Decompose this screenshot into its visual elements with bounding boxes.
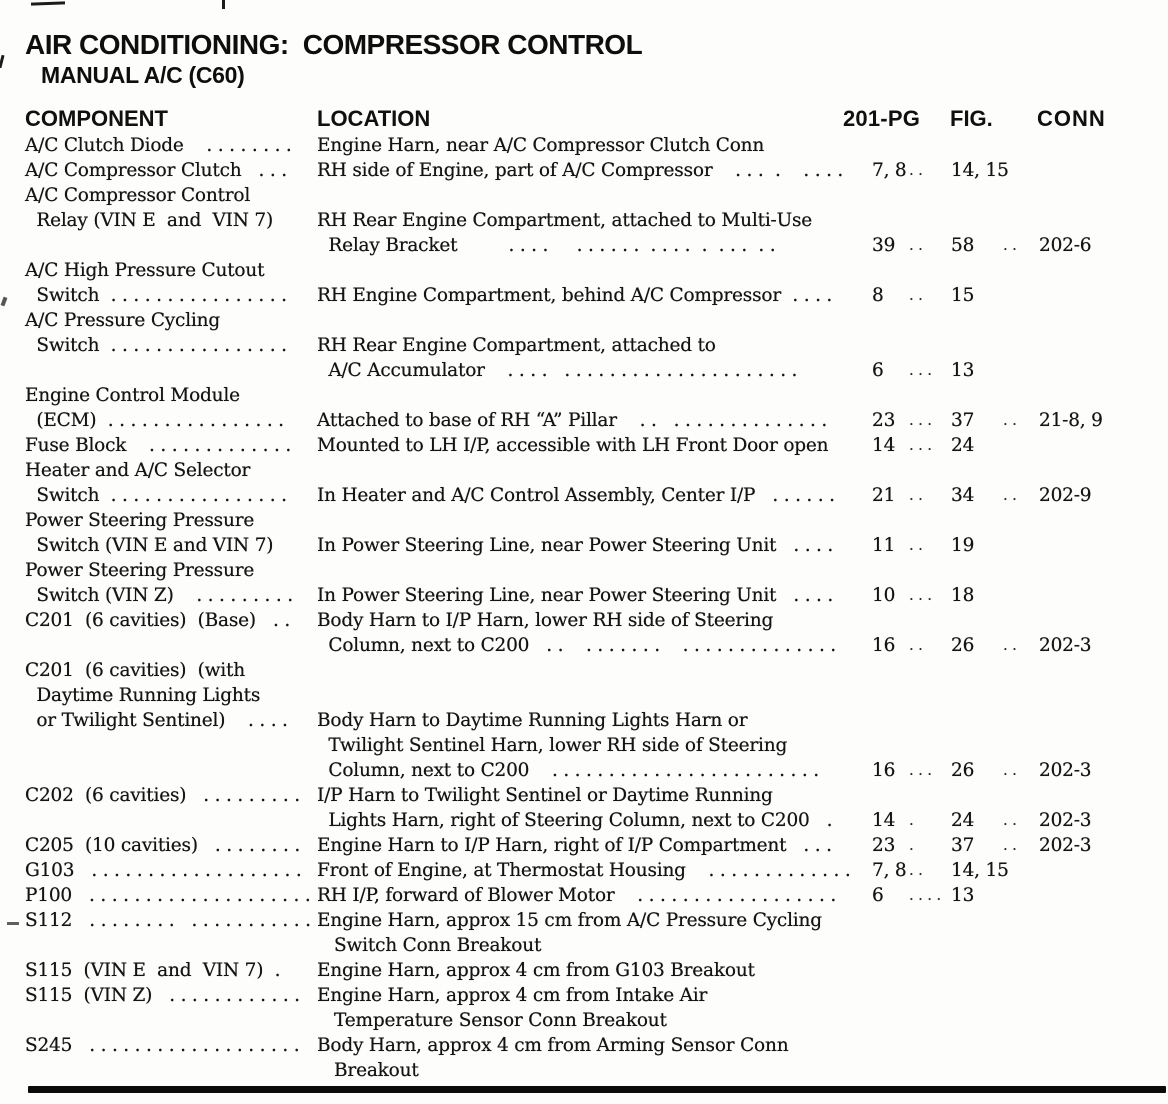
fig-cell: 24 xyxy=(951,435,975,456)
pg-dots: . . xyxy=(909,486,923,504)
component-cell: Power Steering Pressure xyxy=(25,510,255,531)
conn-cell: 202-6 xyxy=(1039,235,1092,256)
table-row xyxy=(0,208,1168,233)
bottom-rule xyxy=(28,1086,1166,1093)
pg-cell: 11 xyxy=(872,535,896,556)
header-location: LOCATION xyxy=(317,106,431,131)
page-title xyxy=(25,29,642,61)
location-cell: Front of Engine, at Thermostat Housing . . . . . . . . . . . . . xyxy=(317,860,851,881)
table-row xyxy=(0,358,1168,383)
pg-cell: 23 xyxy=(872,835,896,856)
component-cell: Switch (VIN E and VIN 7) xyxy=(25,535,274,556)
component-cell: P100 . . . . . . . . . . . . . . . . . . . . xyxy=(25,885,311,906)
header-conn: CONN xyxy=(1037,106,1106,131)
table-row xyxy=(0,858,1168,883)
component-cell: S112 . . . . . . . . . . . . . . . . . . . xyxy=(25,910,311,931)
pg-dots: . . xyxy=(909,286,923,304)
location-cell: Lights Harn, right of Steering Column, next to C200 . xyxy=(317,810,833,831)
location-cell: Engine Harn, approx 15 cm from A/C Pressure Cycling xyxy=(317,910,822,931)
table-row xyxy=(0,1008,1168,1033)
pg-cell: 6 xyxy=(872,360,884,381)
pg-cell: 7, 8 xyxy=(872,160,907,181)
component-cell: Heater and A/C Selector xyxy=(25,460,251,481)
pg-cell: 8 xyxy=(872,285,884,306)
header-component: COMPONENT xyxy=(25,106,168,131)
component-cell: or Twilight Sentinel) . . . . xyxy=(25,710,288,731)
pg-cell: 10 xyxy=(872,585,896,606)
location-cell: Column, next to C200 . . . . . . . . . . . . . . . . . . . . . . . xyxy=(317,635,836,656)
location-cell: Temperature Sensor Conn Breakout xyxy=(317,1010,667,1031)
fig-dots: . . xyxy=(1003,636,1017,654)
component-cell: Switch . . . . . . . . . . . . . . . . xyxy=(25,335,287,356)
table-row xyxy=(0,983,1168,1008)
pg-dots: . . xyxy=(909,636,923,654)
table-row xyxy=(0,608,1168,633)
table-row xyxy=(0,808,1168,833)
table-row xyxy=(0,508,1168,533)
table-row xyxy=(0,633,1168,658)
fig-dots: . . xyxy=(1003,761,1017,779)
table-row xyxy=(0,158,1168,183)
table-row xyxy=(0,333,1168,358)
pg-dots: . . xyxy=(909,536,923,554)
location-cell: Body Harn to Daytime Running Lights Harn or xyxy=(317,710,748,731)
location-cell: Attached to base of RH “A” Pillar . . . . . . . . . . . . . . . . xyxy=(317,410,828,431)
table-row xyxy=(0,458,1168,483)
fig-cell: 26 xyxy=(951,635,975,656)
component-cell: A/C Clutch Diode . . . . . . . . xyxy=(25,135,292,156)
table-row xyxy=(0,133,1168,158)
table-row xyxy=(0,583,1168,608)
table-row xyxy=(0,958,1168,983)
component-cell: C202 (6 cavities) . . . . . . . . . xyxy=(25,785,300,806)
component-cell: A/C Compressor Clutch . . . xyxy=(25,160,287,181)
fig-dots: . . xyxy=(1003,411,1017,429)
location-cell: Twilight Sentinel Harn, lower RH side of Steering xyxy=(317,735,788,756)
pg-cell: 23 xyxy=(872,410,896,431)
component-cell: C201 (6 cavities) (with xyxy=(25,660,245,681)
location-cell: In Power Steering Line, near Power Steering Unit . . . . xyxy=(317,535,834,556)
location-cell: Engine Harn, near A/C Compressor Clutch Conn xyxy=(317,135,765,156)
component-cell: G103 . . . . . . . . . . . . . . . . . . . xyxy=(25,860,302,881)
location-cell: I/P Harn to Twilight Sentinel or Daytime Running xyxy=(317,785,773,806)
fig-dots: . . xyxy=(1003,236,1017,254)
component-cell: S115 (VIN E and VIN 7) . xyxy=(25,960,281,981)
component-cell: Fuse Block . . . . . . . . . . . . . xyxy=(25,435,292,456)
scan-artifact xyxy=(31,1,65,5)
location-cell: RH Rear Engine Compartment, attached to xyxy=(317,335,716,356)
component-cell: A/C High Pressure Cutout xyxy=(25,260,265,281)
fig-dots: . . xyxy=(1003,811,1017,829)
fig-cell: 37 xyxy=(951,835,975,856)
table-row xyxy=(0,933,1168,958)
pg-cell: 7, 8 xyxy=(872,860,907,881)
fig-cell: 19 xyxy=(951,535,975,556)
location-cell: Body Harn to I/P Harn, lower RH side of Steering xyxy=(317,610,774,631)
table-row xyxy=(0,308,1168,333)
pg-dots: . . . xyxy=(909,436,932,454)
table-row xyxy=(0,883,1168,908)
pg-cell: 39 xyxy=(872,235,896,256)
component-cell: Switch . . . . . . . . . . . . . . . . xyxy=(25,285,287,306)
table-row xyxy=(0,558,1168,583)
location-cell: RH Rear Engine Compartment, attached to Multi-Use xyxy=(317,210,813,231)
conn-cell: 202-3 xyxy=(1039,635,1092,656)
location-cell: Mounted to LH I/P, accessible with LH Front Door open xyxy=(317,435,829,456)
table-row xyxy=(0,433,1168,458)
pg-dots: . . . xyxy=(909,586,932,604)
table-row xyxy=(0,283,1168,308)
fig-cell: 37 xyxy=(951,410,975,431)
table-row xyxy=(0,733,1168,758)
table-row xyxy=(0,483,1168,508)
component-cell: Switch (VIN Z) . . . . . . . . . xyxy=(25,585,293,606)
fig-cell: 13 xyxy=(951,885,975,906)
fig-cell: 18 xyxy=(951,585,975,606)
page-subtitle: MANUAL A/C (C60) xyxy=(41,62,245,88)
header-201-pg: 201-PG xyxy=(843,106,921,131)
fig-cell: 58 xyxy=(951,235,975,256)
pg-cell: 6 xyxy=(872,885,884,906)
fig-dots: . . xyxy=(1003,836,1017,854)
location-cell: Column, next to C200 . . . . . . . . . . . . . . . . . . . . . . . . xyxy=(317,760,819,781)
conn-cell: 202-3 xyxy=(1039,810,1092,831)
pg-dots: . . . xyxy=(909,411,932,429)
scan-artifact xyxy=(222,0,225,9)
header-fig: FIG. xyxy=(950,106,993,131)
scan-artifact xyxy=(0,55,5,68)
fig-cell: 15 xyxy=(951,285,975,306)
table-row xyxy=(0,683,1168,708)
fig-cell: 26 xyxy=(951,760,975,781)
table-row xyxy=(0,908,1168,933)
table-row xyxy=(0,533,1168,558)
fig-cell: 34 xyxy=(951,485,975,506)
table-row xyxy=(0,383,1168,408)
component-cell: A/C Pressure Cycling xyxy=(25,310,221,331)
component-cell: C201 (6 cavities) (Base) . . xyxy=(25,610,291,631)
location-cell: RH Engine Compartment, behind A/C Compressor . . . . xyxy=(317,285,833,306)
table-lines xyxy=(0,133,1168,1083)
component-cell: S245 . . . . . . . . . . . . . . . . . . . xyxy=(25,1035,300,1056)
pg-dots: . xyxy=(909,836,914,854)
table-row xyxy=(0,783,1168,808)
location-cell: Engine Harn, approx 4 cm from Intake Air xyxy=(317,985,708,1006)
table-row xyxy=(0,408,1168,433)
conn-cell: 202-3 xyxy=(1039,835,1092,856)
table-row xyxy=(0,1033,1168,1058)
location-cell: A/C Accumulator . . . . . . . . . . . . . . . . . . . . . . . . . xyxy=(317,360,798,381)
conn-cell: 21-8, 9 xyxy=(1039,410,1103,431)
component-cell: (ECM) . . . . . . . . . . . . . . . . xyxy=(25,410,284,431)
fig-cell: 24 xyxy=(951,810,975,831)
component-cell: Engine Control Module xyxy=(25,385,240,406)
location-cell: RH I/P, forward of Blower Motor . . . . . . . . . . . . . . . . . . xyxy=(317,885,837,906)
pg-cell: 14 xyxy=(872,435,896,456)
table-row xyxy=(0,183,1168,208)
pg-dots: . . . xyxy=(909,361,932,379)
component-cell: C205 (10 cavities) . . . . . . . . xyxy=(25,835,301,856)
location-cell: RH side of Engine, part of A/C Compressor . . . . . . . . xyxy=(317,160,844,181)
location-cell: Body Harn, approx 4 cm from Arming Sensor Conn xyxy=(317,1035,789,1056)
table-row xyxy=(0,233,1168,258)
page-title-topic: COMPRESSOR CONTROL xyxy=(302,29,643,60)
location-cell: Breakout xyxy=(317,1060,419,1081)
table-header-row xyxy=(0,106,1168,134)
table-row xyxy=(0,833,1168,858)
table-row xyxy=(0,658,1168,683)
pg-dots: . . . xyxy=(909,761,932,779)
fig-cell: 14, 15 xyxy=(951,160,1009,181)
pg-cell: 16 xyxy=(872,760,896,781)
location-cell: Relay Bracket . . . . . . . . . . . . . . . . . . . . xyxy=(317,235,776,256)
fig-dots: . . xyxy=(1003,486,1017,504)
table-row xyxy=(0,708,1168,733)
fig-cell: 14, 15 xyxy=(951,860,1009,881)
component-cell: Switch . . . . . . . . . . . . . . . . xyxy=(25,485,287,506)
table-row xyxy=(0,758,1168,783)
pg-dots: . . xyxy=(909,236,923,254)
location-cell: Engine Harn, approx 4 cm from G103 Breakout xyxy=(317,960,755,981)
location-cell: Engine Harn to I/P Harn, right of I/P Compartment . . . xyxy=(317,835,832,856)
component-cell: Power Steering Pressure xyxy=(25,560,255,581)
pg-dots: . xyxy=(909,811,914,829)
component-cell: Relay (VIN E and VIN 7) xyxy=(25,210,274,231)
table-row xyxy=(0,258,1168,283)
location-cell: In Heater and A/C Control Assembly, Center I/P . . . . . . xyxy=(317,485,835,506)
fig-cell: 13 xyxy=(951,360,975,381)
component-cell: A/C Compressor Control xyxy=(25,185,251,206)
pg-cell: 14 xyxy=(872,810,896,831)
pg-cell: 21 xyxy=(872,485,896,506)
location-cell: In Power Steering Line, near Power Steering Unit . . . . xyxy=(317,585,834,606)
conn-cell: 202-3 xyxy=(1039,760,1092,781)
pg-dots: . . xyxy=(909,161,923,179)
component-cell: Daytime Running Lights xyxy=(25,685,261,706)
pg-dots: . . . . xyxy=(909,886,941,904)
location-cell: Switch Conn Breakout xyxy=(317,935,542,956)
page-title-section: AIR CONDITIONING: xyxy=(25,29,289,60)
conn-cell: 202-9 xyxy=(1039,485,1092,506)
component-cell: S115 (VIN Z) . . . . . . . . . . . . xyxy=(25,985,300,1006)
pg-dots: . . xyxy=(909,861,923,879)
table-row xyxy=(0,1058,1168,1083)
pg-cell: 16 xyxy=(872,635,896,656)
